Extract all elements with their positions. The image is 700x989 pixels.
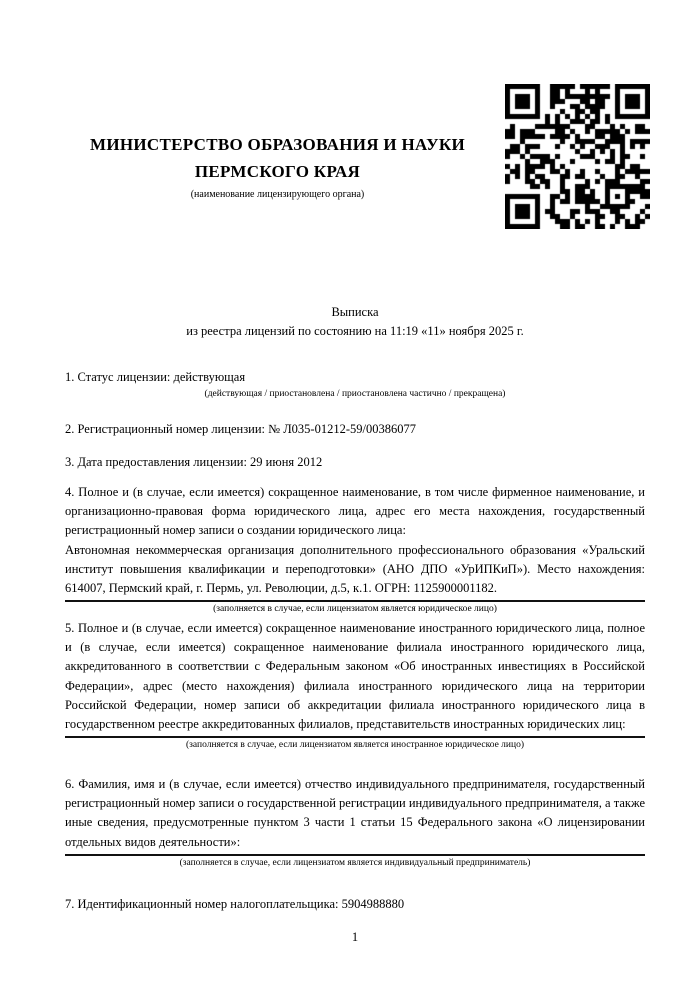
item-individual-entrepreneur xyxy=(65,775,645,870)
document-title-block xyxy=(65,303,645,341)
foreign-entity-label: 5. Полное и (в случае, если имеется) сокращенное наименование иностранного юридического лица, полное и (в случае, если имеется) сокращенное наименование филиала иностранного юридического лица, аккредитованного в соответствии с Федеральным законом «Об иностранных инвестициях в Российской Федерации», адрес (место нахождения) филиала иностранного юридического лица на территории Российской Федерации, номер записи об аккредитации филиала иностранного юридического лица в государственном реестре аккредитованных филиалов, представительств иностранных юридических лиц: xyxy=(65,621,645,732)
document-title: Выписка xyxy=(331,305,379,319)
item-registration-number xyxy=(65,420,645,439)
individual-entrepreneur-label: 6. Фамилия, имя и (в случае, если имеется) отчество индивидуального предпринимателя, государственный регистрационный номер записи о государственной регистрации индивидуального предпринимателя, а также иные сведения, предусмотренные пунктом 3 части 1 статьи 15 Федерального закона «О лицензировании отдельных видов деятельности»: xyxy=(65,777,645,849)
item-license-status xyxy=(65,368,645,401)
license-date-text: 3. Дата предоставления лицензии: 29 июня 2012 xyxy=(65,455,323,469)
individual-entrepreneur-caption: (заполняется в случае, если лицензиатом является индивидуальный предприниматель) xyxy=(179,857,531,868)
ministry-name-line1: МИНИСТЕРСТВО ОБРАЗОВАНИЯ И НАУКИ xyxy=(89,135,466,154)
licensing-authority-caption: (наименование лицензирующего органа) xyxy=(190,189,365,200)
item-license-date xyxy=(65,453,645,472)
separator-rule xyxy=(65,854,645,856)
document-subtitle-date: из реестра лицензий по состоянию на 11:19 «11» ноября 2025 г. xyxy=(186,324,524,338)
license-status-text: 1. Статус лицензии: действующая xyxy=(65,370,246,384)
item-legal-entity xyxy=(65,483,645,616)
legal-entity-caption: (заполняется в случае, если лицензиатом является юридическое лицо) xyxy=(213,604,497,615)
item-taxpayer-id xyxy=(65,895,645,914)
registration-number-text: 2. Регистрационный номер лицензии: № Л035-01212-59/00386077 xyxy=(65,422,416,436)
document-header xyxy=(65,131,490,201)
item-foreign-entity xyxy=(65,619,645,752)
qr-code xyxy=(505,84,650,229)
separator-rule xyxy=(65,600,645,602)
taxpayer-id-text: 7. Идентификационный номер налогоплательщика: 5904988880 xyxy=(65,897,405,911)
legal-entity-value: Автономная некоммерческая организация дополнительного профессионального образования «Уральский институт повышения квалификации и переподготовки» (АНО ДПО «УрИПКиП»). Место нахождения: 614007, Пермский край, г. Пермь, ул. Революции, д.5, к.1. ОГРН: 1125900001182. xyxy=(65,542,645,596)
page-number: 1 xyxy=(351,930,359,944)
foreign-entity-caption: (заполняется в случае, если лицензиатом является иностранное юридическое лицо) xyxy=(186,740,524,751)
separator-rule xyxy=(65,736,645,738)
legal-entity-label: 4. Полное и (в случае, если имеется) сокращенное наименование, в том числе фирменное наименование, и организационно-правовая форма юридического лица, адрес его места нахождения, государственный регистрационный номер записи о создании юридического лица: xyxy=(65,485,645,538)
ministry-name-line2: ПЕРМСКОГО КРАЯ xyxy=(194,162,361,181)
license-status-options-caption: (действующая / приостановлена / приостановлена частично / прекращена) xyxy=(204,389,506,400)
